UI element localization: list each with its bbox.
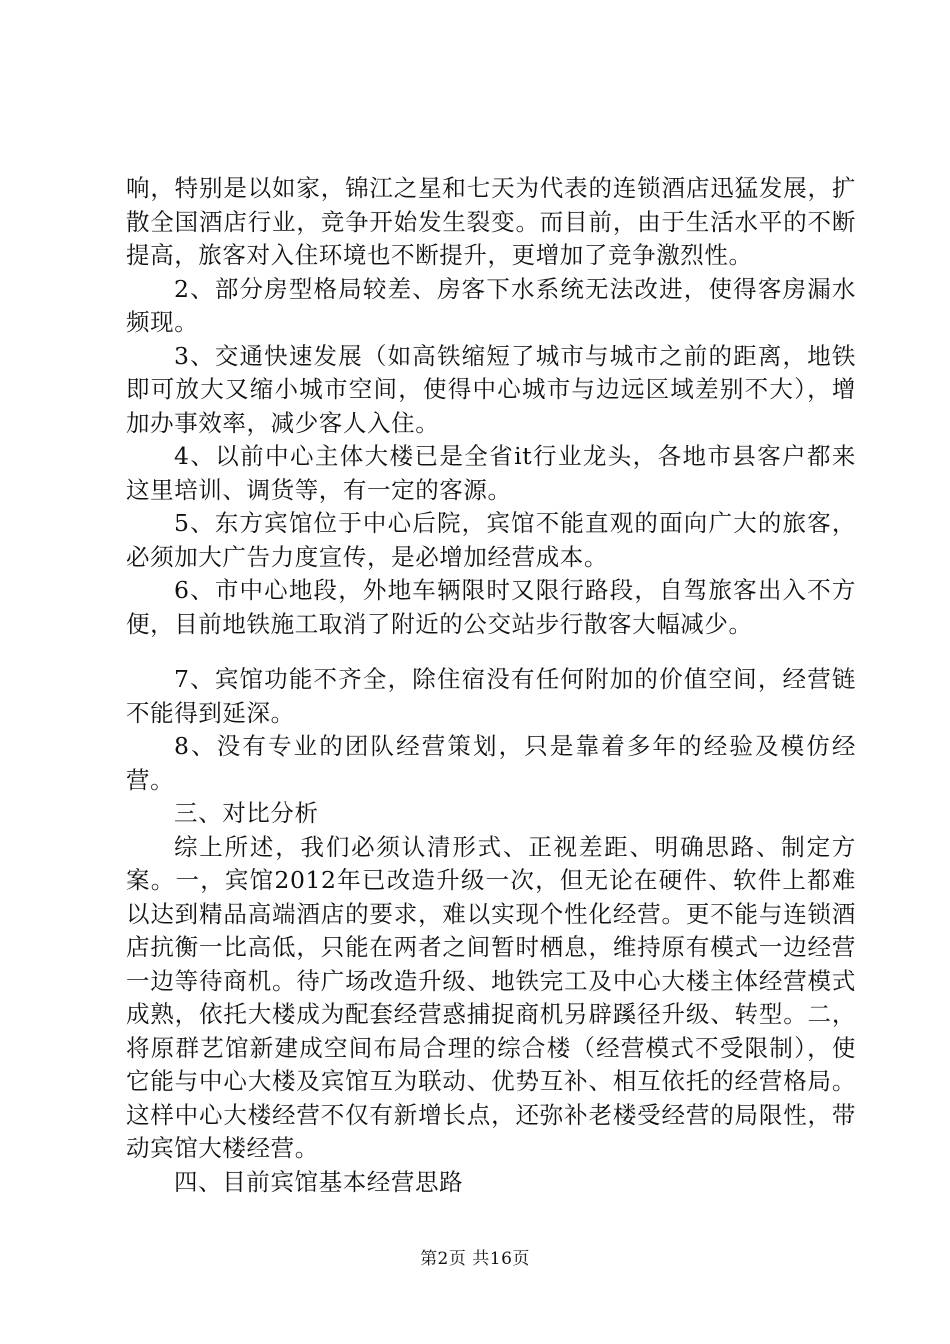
paragraph-item-8: 8、没有专业的团队经营策划，只是靠着多年的经验及模仿经营。 (126, 732, 856, 794)
paragraph-item-4: 4、以前中心主体大楼已是全省it行业龙头，各地市县客户都来这里培训、调货等，有一定的客源。 (126, 442, 856, 504)
paragraph-summary: 综上所述，我们必须认清形式、正视差距、明确思路、制定方案。一，宾馆2012年已改造升级一次，但无论在硬件、软件上都难以达到精品高端酒店的要求，难以实现个性化经营。更不能与连锁酒店抗衡一比高低，只能在两者之间暂时栖息，维持原有模式一边经营一边等待商机。待广场改造升级、地铁完工及中心大楼主体经营模式成熟，依托大楼成为配套经营惑捕捉商机另辟蹊径升级、转型。二，将原群艺馆新建成空间布局合理的综合楼（经营模式不受限制），使它能与中心大楼及宾馆互为联动、优势互补、相互依托的经营格局。这样中心大楼经营不仅有新增长点，还弥补老楼受经营的局限性，带动宾馆大楼经营。 (126, 832, 856, 1162)
paragraph-item-2: 2、部分房型格局较差、房客下水系统无法改进，使得客房漏水频现。 (126, 274, 856, 336)
paragraph-continuation: 响，特别是以如家，锦江之星和七天为代表的连锁酒店迅猛发展，扩散全国酒店行业，竞争开始发生裂变。而目前，由于生活水平的不断提高，旅客对入住环境也不断提升，更增加了竞争激烈性。 (126, 174, 856, 269)
document-body (126, 172, 856, 1199)
paragraph-item-3: 3、交通快速发展（如高铁缩短了城市与城市之前的距离，地铁即可放大又缩小城市空间，使得中心城市与边远区域差别不大），增加办事效率，减少客人入住。 (126, 341, 856, 437)
section-heading-strategy: 四、目前宾馆基本经营思路 (174, 1167, 464, 1196)
page-number-footer: 第2页 共16页 (420, 1249, 530, 1269)
paragraph-item-7: 7、宾馆功能不齐全，除住宿没有任何附加的价值空间，经营链不能得到延深。 (126, 665, 856, 727)
paragraph-item-6: 6、市中心地段，外地车辆限时又限行路段，自驾旅客出入不方便，目前地铁施工取消了附近的公交站步行散客大幅减少。 (126, 576, 856, 638)
section-heading-comparison: 三、对比分析 (174, 799, 319, 827)
paragraph-item-5: 5、东方宾馆位于中心后院，宾馆不能直观的面向广大的旅客，必须加大广告力度宣传，是必增加经营成本。 (126, 509, 856, 571)
